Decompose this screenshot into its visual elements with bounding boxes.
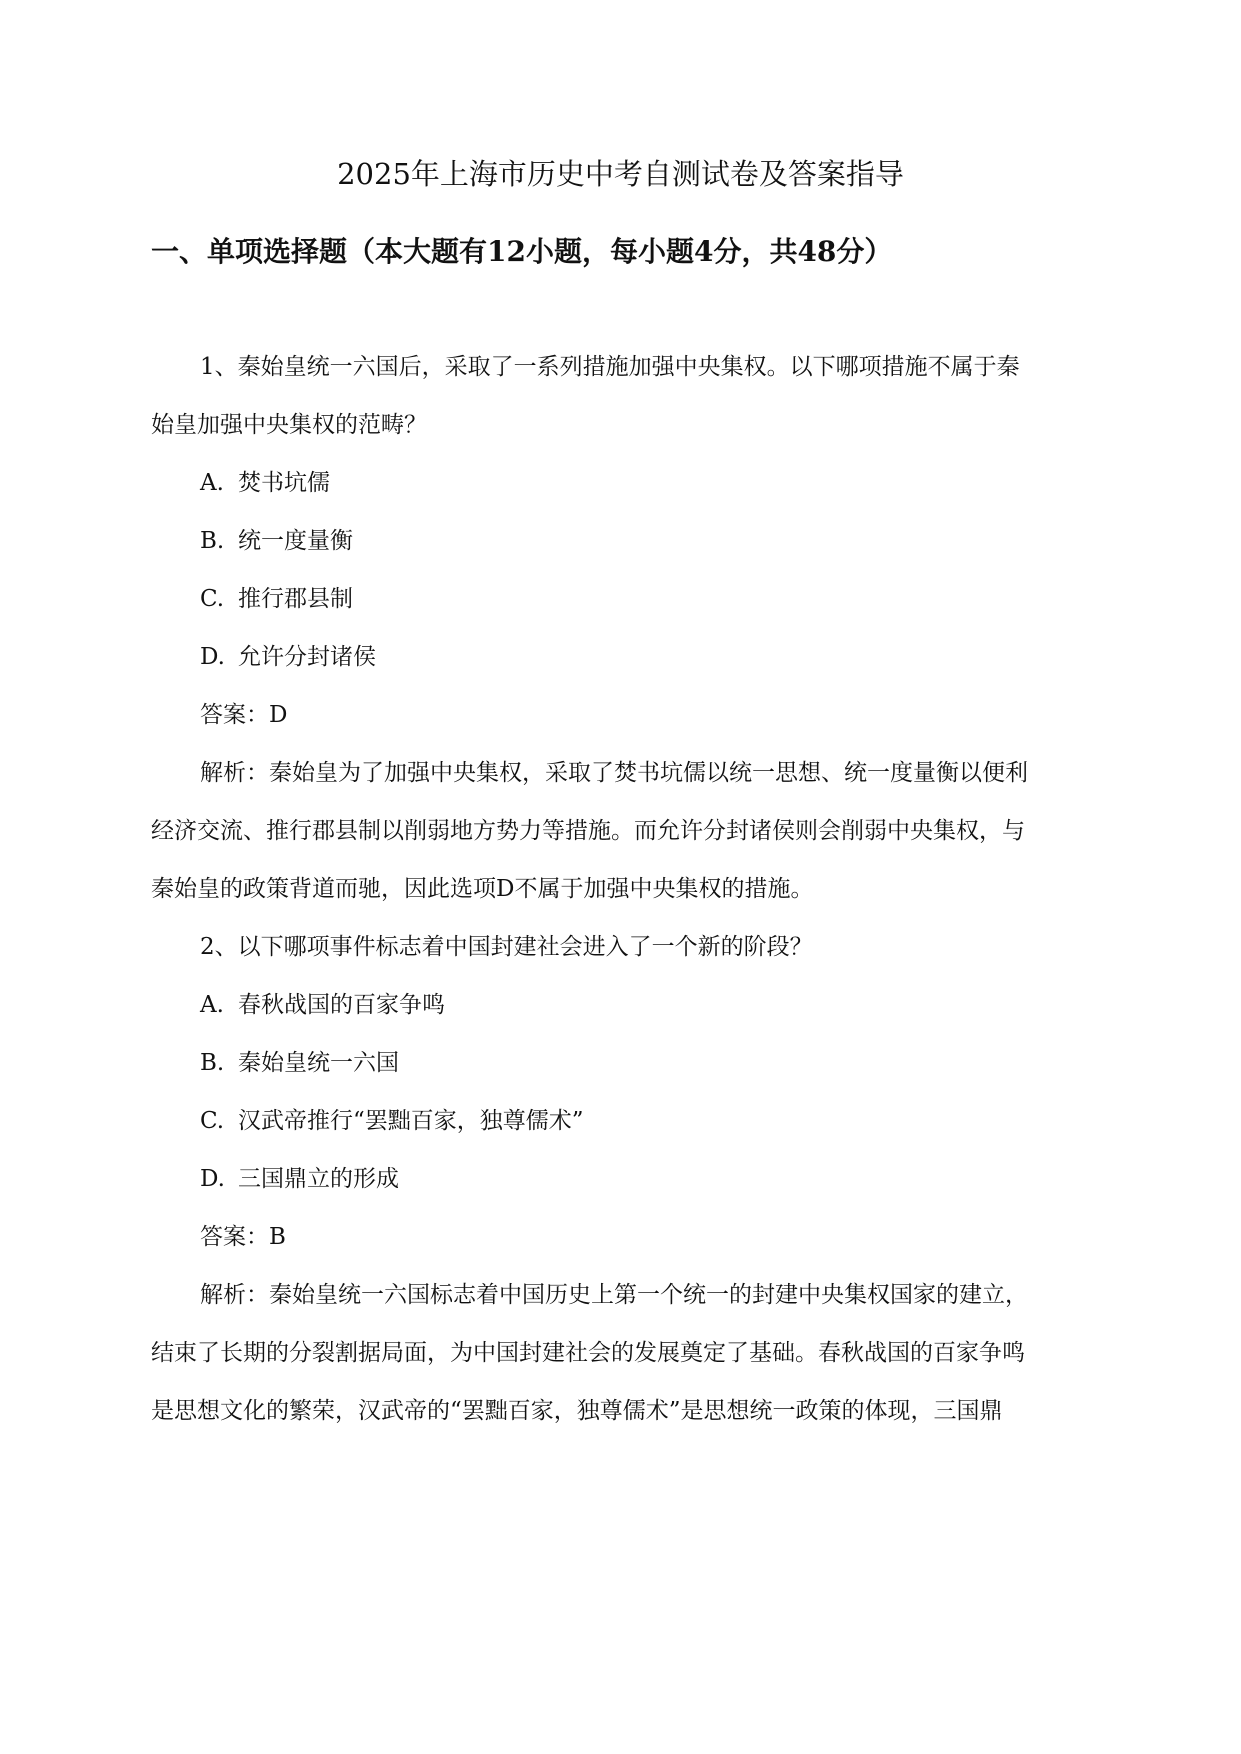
option-letter: A. [200,470,224,496]
option-letter: B. [200,1050,225,1076]
question-2-answer: 答案：B [200,1224,286,1250]
option-letter: B. [200,528,225,554]
question-1-option-b [200,524,353,558]
question-2-analysis-line-1: 解析：秦始皇统一六国标志着中国历史上第一个统一的封建中央集权国家的建立， [200,1282,1028,1308]
question-1-analysis-line-1: 解析：秦始皇为了加强中央集权，采取了焚书坑儒以统一思想、统一度量衡以便利 [200,760,1028,786]
question-1-analysis-line-2: 经济交流、推行郡县制以削弱地方势力等措施。而允许分封诸侯则会削弱中央集权，与 [151,818,1025,844]
option-text: 统一度量衡 [238,528,353,554]
question-1-option-a [200,466,330,500]
question-2-analysis-line-3: 是思想文化的繁荣，汉武帝的“罢黜百家，独尊儒术”是思想统一政策的体现，三国鼎 [151,1398,1003,1424]
option-letter: D. [200,644,225,670]
option-letter: A. [200,992,224,1018]
option-letter: D. [200,1166,225,1192]
option-text: 推行郡县制 [238,586,353,612]
question-2-option-c [200,1104,584,1138]
question-1-stem-line-1: 1、秦始皇统一六国后，采取了一系列措施加强中央集权。以下哪项措施不属于秦 [200,354,1020,380]
question-2-option-a [200,988,445,1022]
option-text: 允许分封诸侯 [238,644,376,670]
question-2-stem-line-1: 2、以下哪项事件标志着中国封建社会进入了一个新的阶段？ [200,934,813,960]
option-letter: C. [200,586,225,612]
option-letter: C. [200,1108,225,1134]
option-text: 秦始皇统一六国 [238,1050,399,1076]
document-title: 2025年上海市历史中考自测试卷及答案指导 [337,157,904,191]
question-1-stem-line-2: 始皇加强中央集权的范畴？ [151,412,427,438]
question-2-option-d [200,1162,399,1196]
question-2-option-b [200,1046,399,1080]
question-1-option-d [200,640,376,674]
question-2-analysis-line-2: 结束了长期的分裂割据局面，为中国封建社会的发展奠定了基础。春秋战国的百家争鸣 [151,1340,1025,1366]
option-text: 春秋战国的百家争鸣 [238,992,445,1018]
option-text: 焚书坑儒 [238,470,330,496]
question-1-answer: 答案：D [200,702,288,728]
question-1-analysis-line-3: 秦始皇的政策背道而驰，因此选项D不属于加强中央集权的措施。 [151,876,814,902]
question-1-option-c [200,582,353,616]
option-text: 三国鼎立的形成 [238,1166,399,1192]
section-heading: 一、单项选择题（本大题有12小题，每小题4分，共48分） [151,235,893,268]
option-text: 汉武帝推行“罢黜百家，独尊儒术” [238,1108,584,1134]
